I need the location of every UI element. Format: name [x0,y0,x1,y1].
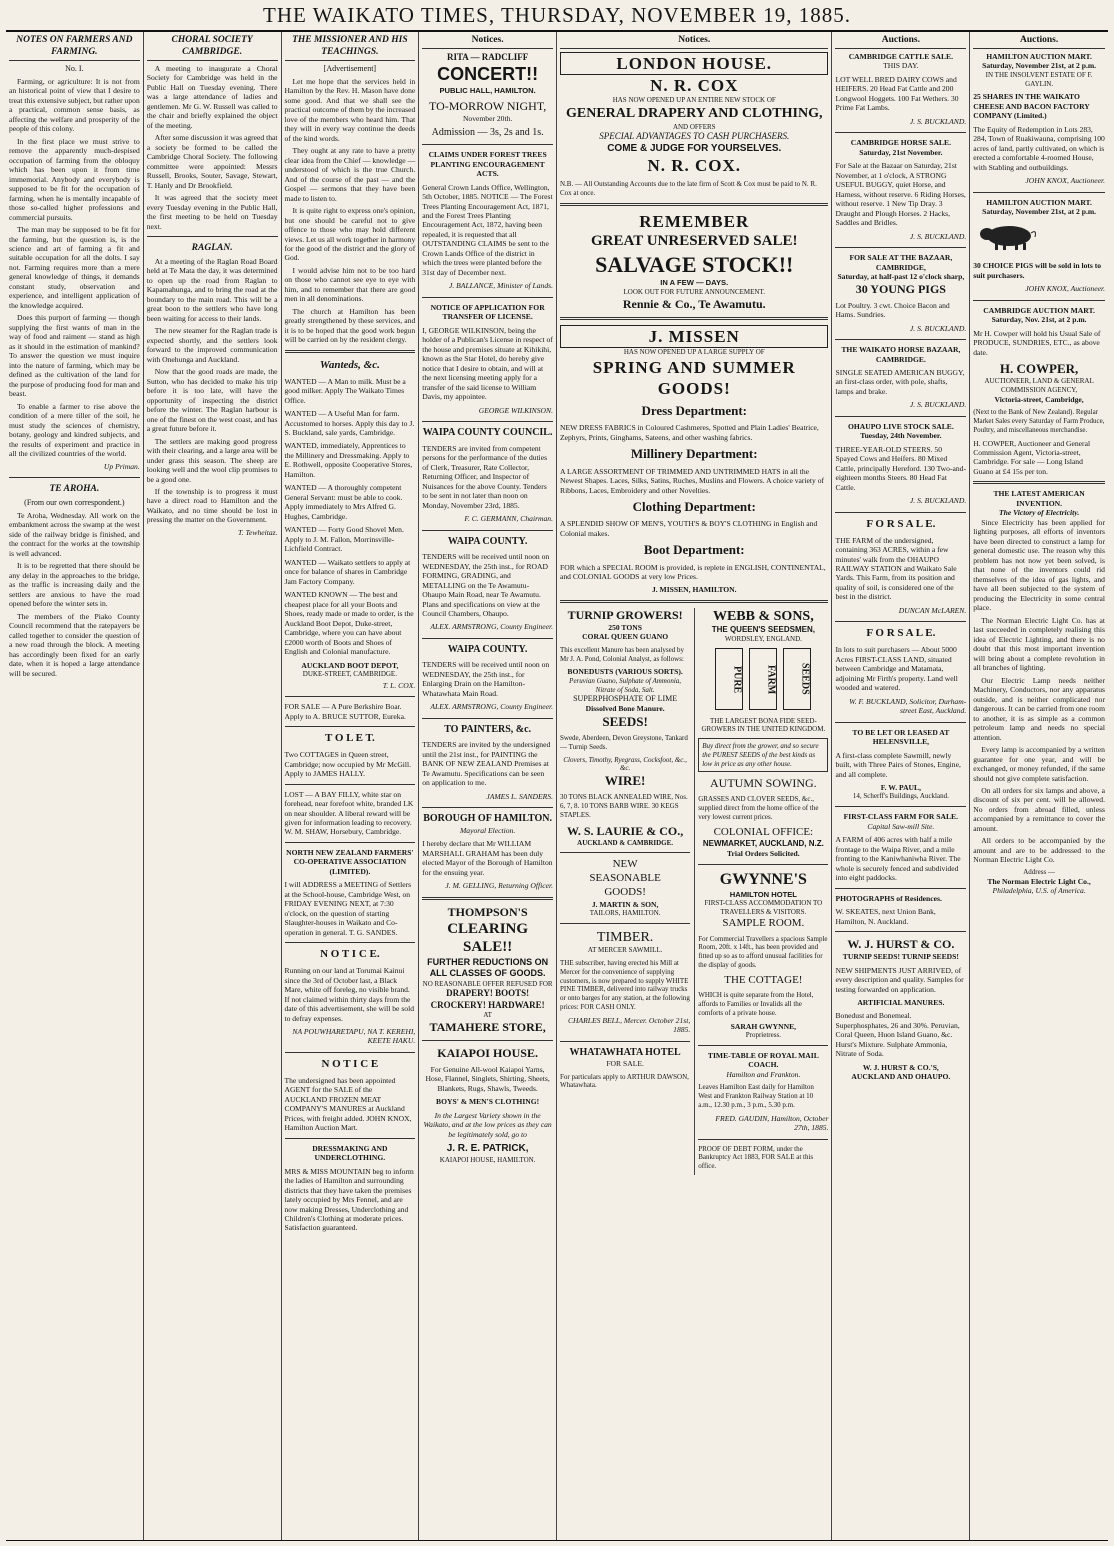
ad-text: HAS NOW OPENED UP AN ENTIRE NEW STOCK OF [612,96,776,105]
classified-ad: Two COTTAGES in Queen street, Cambridge; now occupied by Mr McGill. Apply to JAMES HALLY. [284,750,412,779]
ad-subheading: FOR SALE. [606,1059,644,1069]
ad-text: LOOK OUT FOR FUTURE ANNOUNCEMENT. [623,287,765,296]
ad-subheading: HAMILTON HOTEL [729,889,797,899]
ad-heading: N. R. COX [650,76,739,96]
ad-heading: T O L E T. [324,732,375,745]
ad-subheading: Saturday, at half-past 12 o'clock sharp, [837,272,965,282]
ad-text: SUPERPHOSPHATE OF LIME [573,694,678,704]
paragraph: In the first place we must strive to remove the apparently much-despised occupation of farming from the obloquy which has been upon it from time immemorial. Anybody and everybody is supposed to be fit for the occupation of farming, when he is mentally incapable of those so-called higher professions and commercial pursuits. [9,136,140,222]
ad-heading: TAMAHERE STORE, [429,1019,546,1034]
paragraph: The Norman Electric Light Co. has at last succeeded in completely realising this idea of Electric Lighting, and there is no doubt that this most important invention will bring about a complete revolution in all branches of lighting. [973,615,1105,673]
ad-heading: FOR SALE AT THE BAZAAR, CAMBRIDGE, [849,253,953,272]
column-header: Notices. [560,35,828,49]
column-4 [419,32,557,1540]
ad-subheading: AT MERCER SAWMILL. [587,946,663,955]
paragraph: On all orders for six lamps and above, a discount of six per cent. will be allowed. No orders from abroad filled, unless accompanied by a remittance to cover the amount. [973,785,1105,833]
paragraph: Farming, or agriculture: It is not from an historical point of view that I desire to treat this extensive subject, but rather upon a practical, common sense basis, as affecting the welfare and prosperity of the people of this colony. [9,76,140,134]
paragraph: After some discussion it was agreed that a society be formed to be called the Cambridge Choral Society. The following committee were appointed: Messrs Russell, Brooks, Souter, Savage, Stewart, T. Hanly and Dr Brookfield. [146,133,278,190]
ad-heading: WIRE! [604,773,646,789]
paragraph: It is to be regretted that there should be any delay in the approaches to the bridge, as the traffic is increasing daily and the settlers are anxious to have the road opened before the winter sets in. [9,561,140,609]
ad-text: Bonedust and Bonemeal. Superphosphates, 26 and 30%. Peruvian, Coral Queen, Huon Island Guano, &c. Hurst's Mixture. Sulphate Ammonia, Nitrate of Soda. [835,1011,960,1059]
ad-text: NEW DRESS FABRICS in Coloured Cashmeres, Spotted and Plain Ladies' Beatrice, Zephyrs, Prints, Ginghams, Sateens, and other washing fabrics. [560,423,819,442]
ad-signature: J. MARTIN & SON, [591,899,659,909]
ad-heading: AUTUMN SOWING. [710,776,817,791]
ad-subheading: AUCKLAND AND OHAUPO. [851,1072,951,1082]
ad-text: LOT WELL BRED DAIRY COWS and HEIFERS. 20 Head Fat Cattle and 200 Longwool Hoggets. 100 Fat Wethers. 30 Prime Fat Lambs. [835,74,959,113]
ad-signature: J. MISSEN, HAMILTON. [651,585,737,595]
column-header: Notices. [422,35,553,49]
ad-heading: CLAIMS UNDER FOREST TREES PLANTING ENCOURAGEMENT ACTS. [428,150,547,179]
columns [6,32,1108,1541]
ad-text: WHICH is quite separate from the Hotel, affords to Families or Invalids all the comforts of a private house. [698,991,814,1017]
ad-heading: GREAT UNRESERVED SALE! [591,233,798,250]
ad-heading: J. R. E. PATRICK, [446,1143,529,1155]
column-3 [282,32,420,1540]
ad-text: 30 TONS BLACK ANNEALED WIRE, Nos. 6, 7, 8. 10 TONS BARB WIRE. 30 KEGS STAPLES. [560,793,688,819]
ad-heading: RITA — RADCLIFF [446,51,529,62]
ad-heading: WAIPA COUNTY. [447,535,528,547]
ad-text: Trial Orders Solicited. [727,849,800,859]
ad-heading: F O R S A L E. [866,517,936,530]
ad-text: Victoria-street, Cambridge, [994,394,1084,404]
signature: J. S. BUCKLAND. [909,116,967,126]
ad-heading: SEEDS! [602,713,648,729]
ad-text: THE FARM of the undersigned, containing 363 ACRES, within a few minutes' walk from the OHAUPO RAILWAY STATION and Waikato Sale Yards. This Farm, from its position and quality of soil, is considered one of the best in the district. [835,535,957,602]
ad-text: GRASSES AND CLOVER SEEDS, &c., supplied direct from the home office of the very lowest current prices. [698,795,819,821]
ad-text: THE subscriber, having erected his Mill at Mercer for the convenience of supplying customers, is now prepared to supply WHITE PINE TIMBER, delivered into railway trucks or onto barges for any station, at the following prices: FOR CASH ONLY. [560,959,690,1011]
masthead: THE WAIKATO TIMES, THURSDAY, NOVEMBER 19, 1885. [6,0,1108,32]
seed-packet-graphic [698,648,828,712]
ad-heading: WEBB & SONS, [712,608,814,624]
classified-ad: WANTED KNOWN — The best and cheapest place for all your Boots and Shoes, ready made or made to order, is the Auckland Boot Depot, Duke-street, Cambridge, where you can have about £2000 worth of Boots and Shoes of English and Colonial manufacture. [284,590,414,657]
ad-heading: THE COTTAGE! [724,973,803,986]
classified-ad: WANTED — Forty Good Shovel Men. Apply to J. M. Fallon, Morrinsville-Lichfield Contract. [284,525,404,554]
ad-heading: TIME-TABLE OF ROYAL MAIL COACH. [707,1050,819,1070]
ad-heading: ARTIFICIAL MANURES. [857,998,945,1007]
ad-subheading: Saturday, 21st November. [859,147,943,157]
ad-text: This excellent Manure has been analysed by Mr J. A. Pond, Colonial Analyst, as follows: [560,645,685,663]
ad-heading: CORAL QUEEN GUANO [582,632,669,642]
article-title: NOTES ON FARMERS AND FARMING. [9,35,140,61]
ad-text: The Equity of Redemption in Lots 283, 284, Town of Ruakiwauna, comprising 100 acres of land, partly cultivated, on which is erected a comfortable 4-roomed House, with Stabling and outbuildings. [973,124,1105,172]
ad-text: A first-class complete Sawmill, newly built, with Three Pairs of Stones, Engine, and all complete. [835,750,961,779]
ad-text: 25 SHARES IN THE WAIKATO CHEESE AND BACON FACTORY COMPANY (Limited.) [973,92,1090,121]
article-subtitle: [Advertisement] [323,63,377,73]
ad-heading: N O T I C E. [320,948,380,961]
paragraph: The settlers are making good progress with their clearing, and a large area will be under grass this season. The sheep are looking well and the wool clip promises to be a good one. [146,436,278,484]
ad-text: THE LARGEST BONA FIDE SEED-GROWERS IN THE UNITED KINGDOM. [701,716,826,734]
concert-heading: CONCERT!! [437,64,539,85]
ad-heading: PHOTOGRAPHS of Residences. [835,893,942,903]
ad-heading: GOODS! [604,885,646,898]
signature: J. S. BUCKLAND. [909,323,967,333]
ad-text: Swede, Aberdeen, Devon Greystone, Tankard — Turnip Seeds. [560,734,688,751]
column-5 [557,32,832,1540]
ad-heading: W. J. HURST & CO. [847,937,955,952]
ad-heading: FIRST-CLASS FARM FOR SALE. [843,812,959,822]
ad-text: For particulars apply to ARTHUR DAWSON, Whatawhata. [560,1072,689,1090]
paragraph: It is quite right to express one's opinion, but one should be careful not to give offence to those who may hold different views. Let us all work together in harmony for the good of the district and the glory of God. [284,206,416,263]
ad-text: Mr H. Cowper will hold his Usual Sale of PRODUCE, SUNDRIES, ETC., as above date. [973,328,1101,357]
classified-ad: TENDERS are invited by the undersigned until the 21st inst., for PAINTING the BANK OF NEW ZEALAND Premises at Te Awamutu. Specifications can be seen on application to me. [422,740,551,788]
paragraph: The church at Hamilton has been greatly strengthened by these services, and it is to be hoped that the good work begun will be carried on by the resident clergy. [284,306,416,345]
ad-text: FOR which a SPECIAL ROOM is provided, is replete in ENGLISH, CONTINENTAL, and COLONIAL GOODS at very low Prices. [560,562,826,581]
ad-text: DRAPERY! BOOTS! CROCKERY! HARDWARE! [430,988,545,1010]
ad-text: SPECIAL ADVANTAGES TO CASH PURCHASERS. [599,131,790,142]
event-time: TO-MORROW NIGHT, [428,99,547,114]
ad-heading: SAMPLE ROOM. [722,916,805,929]
ad-subheading: FURTHER REDUCTIONS ON ALL CLASSES OF GOODS. [427,957,549,979]
paragraph: To enable a farmer to rise above the condition of a mere tiller of the soil, he must study the sciences of chemistry, botany, geology and kindred subjects, and the results of experiment and practice in all the civilized countries of the world. [9,401,140,459]
seed-packet-seeds: SEEDS [783,648,811,710]
ad-heading: WAIPA COUNTY. [447,643,528,655]
ad-subheading: Saturday, Nov. 21st, at 2 p.m. [991,315,1087,325]
paragraph: The man may be supposed to be fit for the farming, but the question is, is the science and art of farming a fit and suitable occupation for all the dolts. I say not. Farming requires more than a mere general knowledge of things, it demands constant study, observation and experience, and intelligent application of the knowledge acquired. [9,225,140,310]
ad-heading: HAMILTON AUCTION MART. [986,51,1092,61]
seed-packet-farm: FARM [749,648,777,710]
ad-text: N.B. — All Outstanding Accounts due to the late firm of Scott & Cox must be paid to N. R. Cox at once. [560,180,817,198]
column-header: Auctions. [973,35,1105,49]
paragraph: Does this purport of farming — though supplying the first wants of man in the way of food and raiment — stand as high as it should in the estimation of mankind? To answer the question we must inquire into the nature of farming, which may be defined as the cultivation of the land for the purpose of producing food for man and beast. [9,313,140,399]
ad-heading: TURNIP GROWERS! [567,607,683,622]
ad-text: Dissolved Bone Manure. [585,704,665,714]
ad-heading: BOYS' & MEN'S CLOTHING! [436,1097,540,1107]
ad-subheading: DUKE-STREET, CAMBRIDGE. [302,670,397,679]
ad-subheading: Proprietress. [745,1031,781,1040]
ad-text: Lot Poultry. 3 cwt. Choice Bacon and Hams. Sundries. [835,300,950,320]
ad-text: AT [483,1010,492,1019]
ad-text: THREE-YEAR-OLD STEERS. 50 Spayed Cows and Heifers. 80 Mixed Cattle, principally Hereford. 130 Two-and-eighteen months Steers. 80 Head Fat Cattle. [835,444,966,492]
ad-subheading: WORDSLEY, ENGLAND. [724,635,802,644]
column-6 [694,608,828,1175]
classified-ad: WANTED — A Useful Man for farm. Accustomed to horses. Apply this day to J. S. Buckland, sale yards, Cambridge. [284,409,415,437]
ad-text: Leaves Hamilton East daily for Hamilton West and Frankton Railway Station at 10 a.m., 12.30 p.m., 3 p.m., 5.30 p.m. [698,1083,814,1109]
ad-heading: TIMBER. [596,929,654,945]
ad-text: PROOF OF DEBT FORM, under the Bankruptcy Act 1883, FOR SALE at this office. [698,1144,814,1171]
seed-packet-pure: PURE [715,648,743,710]
ad-heading: CAMBRIDGE HORSE SALE. [850,138,951,148]
ad-subheading: KAIAPOI HOUSE, HAMILTON. [439,1155,536,1164]
ad-text: IN THE INSOLVENT ESTATE OF F. GAYLIN. [985,70,1093,88]
ad-heading: TO PAINTERS, &c. [444,723,532,735]
ad-text: H. COWPER, Auctioneer and General Commission Agent, Victoria-street, Cambridge. For sale — Long Island Guano at £4 15s per ton. [973,438,1091,476]
ad-text: AND OFFERS [672,122,716,131]
ad-heading: DRESSMAKING AND UNDERCLOTHING. [312,1143,388,1163]
ad-heading: OHAUPO LIVE STOCK SALE. [847,421,954,431]
ad-subheading: AUCKLAND & CAMBRIDGE. [577,838,674,847]
ad-heading: SEASONABLE [589,872,661,885]
admission: Admission — 3s, 2s and 1s. [431,126,544,138]
signature: T. Tewheitaz. [238,527,278,537]
signature: JAMES L. SANDERS. [486,791,553,801]
ad-subheading: THE QUEEN'S SEEDSMEN, [711,625,815,635]
ad-heading: N. R. COX. [647,156,742,176]
venue: PUBLIC HALL, HAMILTON. [439,85,536,95]
classified-ad: LOST — A BAY FILLY, white star on forehead, near forefoot white, branded LK on near shoulder. A liberal reward will be given for information leading to recovery. W. M. SHAW, Horsebury, Cambridge. [284,789,414,837]
ad-heading: REMEMBER [639,211,750,231]
department-heading: Millinery Department: [630,446,758,462]
paragraph: Te Aroha, Wednesday. All work on the embankment across the swamp at the west side of the railway bridge is finished, and the contract for the works at the township is well advanced. [9,511,140,558]
paragraph: A meeting to inaugurate a Choral Society for Cambridge was held in the Public Hall on Tuesday evening. There was a large attendance of ladies and gentlemen. Mr G. W. Russell was called to the chair and briefly explained the object of the meeting. [146,63,278,130]
signature: J. S. BUCKLAND. [909,400,967,410]
classified-ad: TENDERS will be received until noon on WEDNESDAY, the 25th inst., for Enlarging Drain on the Hamilton-Whatawhata Main Road. [422,660,550,698]
ad-text: For Sale at the Bazaar on Saturday, 21st November, at 1 o'clock, A STRONG USEFUL BUGGY, quiet Horse, and Harness, without reserve. 6 Riding Horses, without reserve. 1 New Tip Dray. 3 Draught and Plough Horses. 2 Hacks, Saddles and Bridles. [835,161,966,228]
classified-ad: I will ADDRESS a MEETING of Settlers at the School-house, Cambridge West, on FRIDAY EVENING NEXT, at 7:30 o'clock, on the question of starting Slaughter-houses in Waikato and Co-operation in general. T. G. SANDES. [284,880,412,937]
ad-heading: J. MISSEN [560,325,828,348]
signature: CHARLES BELL, Mercer. October 21st, 1885. [567,1015,691,1035]
ad-signature: F. W. PAUL, [880,782,922,792]
signature: JOHN KNOX, Auctioneer. [1025,284,1105,294]
signature: ALEX. ARMSTRONG, County Engineer. [430,622,553,632]
article-title: THE MISSIONER AND HIS TEACHINGS. [285,35,416,61]
ad-heading: CLEARING SALE!! [447,920,529,956]
ad-heading: GENERAL DRAPERY AND CLOTHING, [566,106,823,122]
article-title: CHORAL SOCIETY CAMBRIDGE. [147,35,278,61]
ad-heading: COME & JUDGE FOR YOURSELVES. [607,142,782,154]
pig-icon [973,221,1043,251]
ad-heading: CAMBRIDGE CATTLE SALE. [848,51,953,61]
ad-heading: BOROUGH OF HAMILTON. [423,813,553,825]
ad-heading: NOTICE OF APPLICATION FOR TRANSFER OF LICENSE. [430,302,545,322]
ad-heading: SALVAGE STOCK!! [595,251,794,277]
ad-text: NEW SHIPMENTS JUST ARRIVED, of every description and quality. Samples for testing forwarded on application. [835,965,964,994]
signature: F. C. GERMANN, Chairman. [464,514,553,524]
ad-text: In the Largest Variety shown in the Waikato, and at the low prices as they can be legitimately sold, go to [423,1110,552,1139]
paragraph: Let me hope that the services held in Hamilton by the Rev. H. Mason have done some good. And that we shall see the practical outcome of them by the increased love of the members who heard him. That they will in every way continue the deeds of the kind words. [284,76,416,143]
paragraph: If the township is to progress it must have a direct road to Hamilton and the Waikato, and no time should be lost in pressing the matter on the Government. [146,487,278,525]
ad-subheading: Mayoral Election. [459,825,516,835]
paragraph: I would advise him not to be too hard on those who cannot see eye to eye with him, and to remember that there are good men in all denominations. [284,265,416,304]
ad-subheading: Capital Saw-mill Site. [867,821,935,831]
ad-heading: NEW [612,858,638,871]
ad-heading: THOMPSON'S [447,904,528,919]
ad-subheading: AUCTIONEER, LAND & GENERAL COMMISSION AGENCY, [984,377,1094,395]
column-header: Auctions. [835,35,966,49]
classified-ad: The undersigned has been appointed AGENT for the SALE of the AUCKLAND FROZEN MEAT COMPANY'S MANURES at Auckland Prices, with freight added. JOHN KNOX, Hamilton Auction Mart. [284,1075,412,1133]
signature: J. BALLANCE, Minister of Lands. [449,281,553,291]
signature: NA POUWHARETAPU, NA T. KEREHI, KEETE HAKU. [292,1026,416,1046]
paragraph: Since Electricity has been applied for lighting purposes, all efforts of inventors have been directed to construct a lamp for general domestic use. The reason why this problem has not now yet been solved, is that none of the inventors could rid themselves of the idea of gas lights, and have all been subjected to the system of producing the Electricity in some central place. [973,517,1105,613]
ad-text: Address — [1023,867,1055,876]
signature: W. F. BUCKLAND, Solicitor, Durham-street East, Auckland. [849,696,967,716]
ad-text: W. SKEATES, next Union Bank, Hamilton, N. Auckland. [835,907,936,926]
signature: DUNCAN McLAREN. [898,605,967,615]
ad-subheading: The Victory of Electricity. [998,508,1080,518]
ad-text: IN A FEW — DAYS. [660,278,729,288]
signature: T. L. COX. [382,680,416,690]
paragraph: The members of the Piako County Council recommend that the ratepayers be called together to consider the question of a new road through the block. A meeting has accordingly been fixed for an early date, when it is hoped a large attendance will be secured. [9,611,140,678]
signature: J. S. BUCKLAND. [909,231,967,241]
ad-subheading: Saturday, November 21st, at 2 p.m. [982,61,1097,71]
ad-text: 30 YOUNG PIGS [855,281,946,296]
ad-heading: LONDON HOUSE. [560,52,828,75]
column-1 [6,32,144,1540]
section-title: Wanteds, &c. [319,358,380,371]
article-number: No. I. [65,63,84,73]
signature: FRED. GAUDIN, Hamilton, October 27th, 1885. [715,1113,829,1133]
ad-text: A FARM of 406 acres with half a mile frontage to the Waipa River, and a mile fronting to the Kaniwhaniwha River. The whole is securely fenced and subdivided into eight paddocks. [835,835,961,883]
paragraph: Our Electric Lamp needs neither Machinery, Conductors, nor any apparatus outside, and is neither complicated nor dangerous. It can be carried from one room to another, it is as simple as a common petroleum lamp and needs no special attention. [973,675,1105,742]
classified-ad: FOR SALE — A Pure Berkshire Boar. Apply to A. BRUCE SUTTOR, Eureka. [284,702,406,721]
signature: ALEX. ARMSTRONG, County Engineer. [430,702,553,712]
signature: J. M. GELLING, Returning Officer. [445,881,553,891]
ad-heading: W. S. LAURIE & CO., [566,823,684,838]
ad-subheading: 14, Scherff's Buildings, Auckland. [852,792,949,801]
ad-text: SINGLE SEATED AMERICAN BUGGY, an first-class order, with pole, shafts, lamps and brake. [835,367,965,396]
ad-subheading: TURNIP SEEDS! TURNIP SEEDS! [842,952,959,962]
paragraph: Every lamp is accompanied by a written guarantee for one year, and will be exchanged, or money refunded, if the same should not give complete satisfaction. [973,745,1105,783]
classified-ad: I hereby declare that Mr WILLIAM MARSHALL GRAHAM has been duly elected Mayor of the Borough of Hamilton for the ensuing year. [422,839,553,877]
ad-signature: W. J. HURST & CO.'S, [862,1062,939,1072]
paragraph: It was agreed that the society meet every Tuesday evening in the Public Hall, the first meeting to be held on Tuesday next. [146,193,278,231]
ad-heading: GWYNNE'S [719,870,807,888]
ad-heading: THE LATEST AMERICAN INVENTION. [993,489,1085,508]
classified-ad: WANTED, immediately, Apprentices to the Millinery and Dressmaking. Apply to E. Rothwell, opposite Cooperative Stores, Hamilton. [284,441,413,479]
department-heading: Clothing Department: [632,499,756,515]
article-subtitle: (From our own correspondent.) [24,498,125,507]
ad-text: Peruvian Guano, Sulphate of Ammonia, Nitrate of Soda, Salt. [569,676,682,694]
ad-heading: AUCKLAND BOOT DEPOT, [301,660,399,670]
ad-heading: Rennie & Co., Te Awamutu. [622,296,766,311]
ad-text: For Genuine All-wool Kaiapoi Yarns, Hose, Flannel, Singlets, Shirting, Sheets, Blankets, Rugs, Shawls, Tweeds. [425,1064,550,1093]
ad-heading: HAMILTON AUCTION MART. [986,197,1092,207]
classified-ad: WANTED — Waikato settlers to apply at once for balance of shares in Cambridge Jam Factory Company. [284,557,411,586]
department-heading: Boot Department: [643,542,745,558]
paragraph: They ought at any rate to have a pretty clear idea from the Chief — knowledge — understood of which is the true Church. And of the course of the past — and the Gospel — sermons that they have been made to listen to. [284,146,416,203]
ad-heading: F O R S A L E. [866,627,936,640]
ad-text: A SPLENDID SHOW OF MEN'S, YOUTH'S & BOY'S CLOTHING in English and Colonial makes. [560,519,818,538]
ad-subheading: Saturday, November 21st, at 2 p.m. [982,207,1097,217]
ad-heading: THE WAIKATO HORSE BAZAAR, CAMBRIDGE. [841,345,961,364]
ad-subheading: THIS DAY. [883,61,919,71]
ad-text: FIRST-CLASS ACCOMMODATION TO TRAVELLERS & VISITORS. [704,899,823,917]
ad-text: (Next to the Bank of New Zealand). Regular Market Sales every Saturday of Farm Produce, Poultry, and miscellaneous merchandise. [973,408,1105,434]
paragraph: The new steamer for the Raglan trade is expected shortly, and the settlers look forward to the improved communication with Onehunga and Auckland. [146,326,278,364]
ad-text: For Commercial Travellers a spacious Sample Room, 20ft. x 14ft., has been provided and fitted up so as to afford unusual facilities for the display of goods. [698,934,828,969]
classified-ad: General Crown Lands Office, Wellington, 5th October, 1885. NOTICE — The Forest Trees Planting Encouragement Act, 1871, and the Forest Trees Planting Encouragement Act, 1872, having been repealed, it is requested that all OUTSTANDING CLAIMS be sent to the Crown Lands Office of the district in which the trees were planted before the 31st day of December next. [422,182,553,277]
classified-ad: TENDERS are invited from competent persons for the performance of the duties of Clerk, Treasurer, Rate Collector, Returning Officer, and Inspector of Nuisances for the above County. Tenders to be sent in not later than noon on Monday, November 23rd, 1885. [422,443,548,510]
paragraph: All orders to be accompanied by the amount and are to be addressed to the Norman Electric Light Co. [973,836,1105,865]
signature: J. S. BUCKLAND. [909,496,967,506]
ad-text: HAS NOW OPENED UP A LARGE SUPPLY OF [623,347,765,356]
ad-text: Clovers, Timothy, Ryegrass, Cocksfoot, &c., &c. [563,755,687,773]
signature: Up Priman. [103,461,140,471]
classified-ad: WANTED — A thoroughly competent General Servant: must be able to cook. Apply immediately to Mrs Alfred G. Hughes, Cambridge. [284,483,403,521]
department-heading: Dress Department: [641,403,748,419]
column-8 [970,32,1108,1540]
ad-signature: SARAH GWYNNE, [730,1021,797,1031]
column-5-left [560,608,690,1175]
ad-subheading: NEWMARKET, AUCKLAND, N.Z. [702,839,824,849]
ad-heading: KAIAPOI HOUSE. [437,1045,538,1060]
ad-heading: WAIPA COUNTY COUNCIL. [422,427,553,439]
classified-ad: I, GEORGE WILKINSON, being the holder of a Publican's License in respect of the house and premises situate at Kihikihi, known as the Star Hotel, do hereby give notice that I desire to obtain, and will at the next licensing meeting apply for a transfer of the said license to William Davis, my appointee. [422,325,553,402]
classified-ad: TENDERS will be received until noon on WEDNESDAY, the 25th inst., for ROAD FORMING, GRADING, and METALLING on the Te Awamutu-Ohaupo Main Road, near Te Awamutu. Plans and specifications on view at the Council Chambers, Ohaupo. [422,552,550,618]
article-title: RAGLAN. [191,242,233,253]
paragraph: Now that the good roads are made, the Sutton, who has decided to make his trip before it is too late, will have the opportunity of inspecting the district before the winter. The Raglan harbour is one of the finest on the west coast, and has a great future before it. [146,367,278,434]
ad-text: 30 CHOICE PIGS will be sold in lots to suit purchasers. [973,261,1102,280]
ad-heading: SPRING AND SUMMER GOODS! [592,357,796,398]
ad-text: NO REASONABLE OFFER REFUSED FOR [422,979,553,988]
ad-text: 250 TONS [608,622,642,632]
ad-heading: BONEDUSTS (VARIOUS SORTS). [567,667,683,677]
ad-heading: NORTH NEW ZEALAND FARMERS' CO-OPERATIVE ASSOCIATION (LIMITED). [286,847,414,876]
ad-heading: N O T I C E [321,1057,379,1070]
ad-text: In lots to suit purchasers — About 5000 Acres FIRST-CLASS LAND, situated between Cambridge and Matamata, adjoining Mr Firth's property. Land well wooded and watered. [835,645,958,693]
classified-ad: WANTED — A Man to milk. Must be a good milker. Apply The Waikato Times Office. [284,376,406,405]
classified-ad: MRS & MISS MOUNTAIN beg to inform the ladies of Hamilton and surrounding districts that they have taken the premises lately occupied by Mrs Fennel, and are now making Dresses, Underclothing and Children's Clothing at moderate prices. Satisfaction guaranteed. [284,1166,414,1233]
ad-signature: The Norman Electric Light Co., [987,876,1091,886]
ad-heading: COLONIAL OFFICE: [713,825,814,838]
ad-subheading: Tuesday, 24th November. [860,431,942,441]
ad-subheading: Hamilton and Frankton. [726,1069,801,1079]
paragraph: At a meeting of the Raglan Road Board held at Te Mata the day, it was determined to open up the road from Raglan to Kapamahunga, and to bring the road at the boundary to the main road. This will be a great boon to the settlers who have long been waiting for access to their lands. [146,256,278,323]
ad-heading: TO BE LET OR LEASED AT HELENSVILLE, [852,727,950,747]
event-date: November 20th. [462,114,513,124]
column-7 [832,32,970,1540]
ad-subheading: TAILORS, HAMILTON. [589,909,661,918]
ad-subheading: Philadelphia, U.S. of America. [992,886,1086,896]
ad-heading: H. COWPER, [999,361,1079,377]
ad-heading: CAMBRIDGE AUCTION MART. [983,305,1095,315]
classified-ad: Running on our land at Torumai Kainui since the 3rd of October last, a Black Mare, white off foreleg, no visible brand. If not claimed within thirty days from the date of this advertisement, she will be sold to defray expenses. [284,966,414,1023]
signature: JOHN KNOX, Auctioneer. [1025,176,1105,186]
column-2 [144,32,282,1540]
ad-text: A LARGE ASSORTMENT OF TRIMMED AND UNTRIMMED HATS in all the Newest Shapes. Laces, Silks, Satins, Ruches, Muslins and Flowers. A choice variety of Ribbons, Laces, Embroidery and other Novelties. [560,466,825,495]
signature: GEORGE WILKINSON. [478,405,553,415]
ad-heading: WHATAWHATA HOTEL [569,1046,681,1058]
ad-text: Buy direct from the grower, and so secure the PUREST SEEDS of the best kinds as low in price as any other house. [698,738,828,772]
article-title: TE AROHA. [49,484,100,495]
